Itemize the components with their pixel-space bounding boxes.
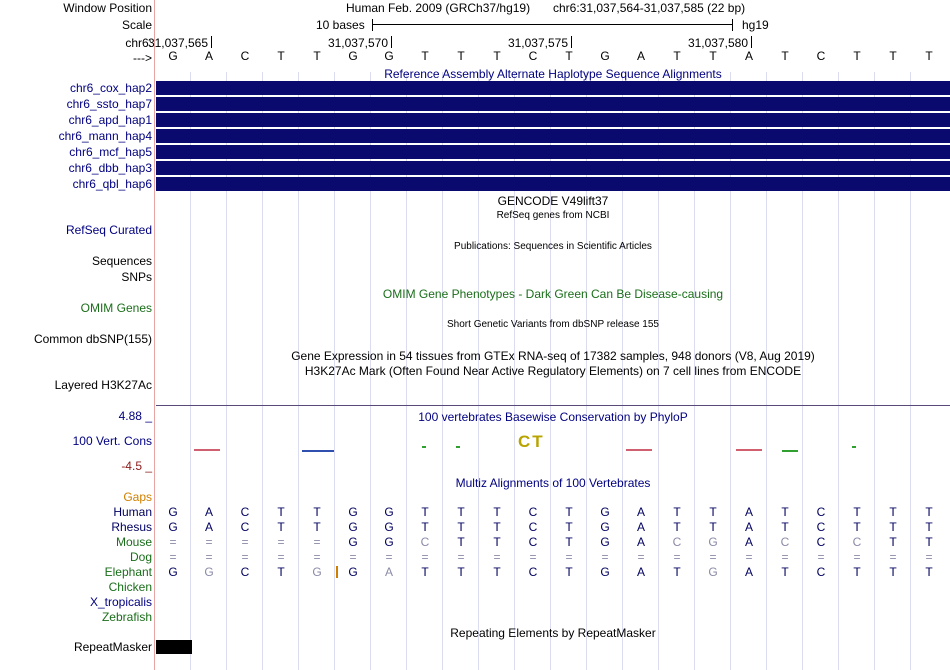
scale-bar-left: [372, 19, 373, 31]
alignment-base: C: [816, 505, 826, 519]
alignment-base: T: [781, 520, 789, 534]
alignment-base: =: [421, 550, 429, 564]
alignment-base: C: [240, 505, 250, 519]
dbsnp-track-title[interactable]: Short Genetic Variants from dbSNP release 155: [447, 319, 659, 330]
alignment-base: C: [528, 565, 538, 579]
alignment-base: T: [889, 520, 897, 534]
reference-base: G: [384, 49, 394, 63]
species-label[interactable]: Chicken: [108, 580, 152, 594]
window-position-label: Window Position: [63, 1, 152, 15]
alignment-base: =: [925, 550, 933, 564]
phylop-track-title[interactable]: 100 vertebrates Basewise Conservation by PhyloP: [418, 410, 688, 424]
phylop-max: 4.88 _: [118, 409, 152, 423]
alignment-base: A: [636, 505, 645, 519]
haplotype-alignment-bar[interactable]: [156, 97, 950, 111]
alignment-base: =: [493, 550, 501, 564]
alignment-base: T: [889, 565, 897, 579]
alignment-base: =: [349, 550, 357, 564]
reference-base: T: [673, 49, 681, 63]
alignment-base: =: [781, 550, 789, 564]
reference-base: T: [457, 49, 465, 63]
alignment-base: G: [168, 565, 178, 579]
alignment-base: T: [673, 520, 681, 534]
track-separator: [156, 405, 950, 406]
alignment-base: T: [277, 565, 285, 579]
reference-base: T: [277, 49, 285, 63]
alignment-base: T: [889, 535, 897, 549]
phylop-mark: [302, 450, 334, 452]
alignment-base: T: [925, 565, 933, 579]
gtex-track-title[interactable]: Gene Expression in 54 tissues from GTEx RNA-seq of 17382 samples, 948 donors (V8, Aug 2019): [291, 349, 815, 363]
h3k27ac-label[interactable]: Layered H3K27Ac: [54, 378, 152, 392]
alignment-base: =: [637, 550, 645, 564]
alignment-base: T: [457, 565, 465, 579]
reference-base: C: [528, 49, 538, 63]
reference-base: G: [348, 49, 358, 63]
alignment-base: G: [600, 520, 610, 534]
reference-base: T: [853, 49, 861, 63]
species-label[interactable]: Rhesus: [111, 520, 152, 534]
multiz-track-title[interactable]: Multiz Alignments of 100 Vertebrates: [455, 476, 651, 490]
alignment-base: =: [169, 550, 177, 564]
alignment-base: =: [241, 550, 249, 564]
dbsnp-label[interactable]: Common dbSNP(155): [33, 332, 152, 346]
ruler-tick-label: 31,037,575: [507, 36, 568, 50]
ruler-tick-label: 31,037,570: [327, 36, 388, 50]
alignment-base: T: [457, 505, 465, 519]
ruler-tick-label: 31,037,580: [687, 36, 748, 50]
alignment-base: G: [348, 565, 358, 579]
alignment-base: T: [853, 505, 861, 519]
alignment-base: C: [672, 535, 682, 549]
alignment-base: T: [457, 520, 465, 534]
ruler-tick: [211, 36, 212, 48]
alignment-base: A: [204, 505, 213, 519]
alignment-base: T: [493, 505, 501, 519]
snps-label[interactable]: SNPs: [121, 270, 152, 284]
alignment-base: G: [600, 535, 610, 549]
phylop-mark: [456, 446, 460, 448]
alignment-base: G: [600, 505, 610, 519]
phylop-mark: [782, 450, 798, 452]
phylop-mark: [422, 446, 426, 448]
haplotype-alignment-bar[interactable]: [156, 145, 950, 159]
alignment-base: C: [240, 565, 250, 579]
alignment-base: G: [168, 520, 178, 534]
alignment-base: T: [709, 520, 717, 534]
publications-title[interactable]: Publications: Sequences in Scientific Articles: [454, 241, 652, 252]
haplotype-alignment-bar[interactable]: [156, 177, 950, 191]
alignment-base: T: [277, 505, 285, 519]
alignment-base: T: [889, 505, 897, 519]
haplotype-label[interactable]: chr6_qbl_hap6: [72, 177, 152, 191]
reference-base: T: [421, 49, 429, 63]
alignment-base: C: [240, 520, 250, 534]
alignment-base: A: [384, 565, 393, 579]
alignment-base: =: [241, 535, 249, 549]
reference-base: C: [816, 49, 826, 63]
alignment-base: T: [709, 505, 717, 519]
reference-base: A: [204, 49, 213, 63]
alignment-base: =: [889, 550, 897, 564]
alignment-base: =: [745, 550, 753, 564]
reference-base: T: [565, 49, 573, 63]
alignment-base: C: [528, 535, 538, 549]
reference-base: G: [168, 49, 178, 63]
reference-base: T: [925, 49, 933, 63]
alignment-base: G: [708, 535, 718, 549]
alignment-base: C: [816, 535, 826, 549]
reference-base: T: [313, 49, 321, 63]
insertion-marker: [336, 566, 338, 578]
scale-bar-right: [732, 19, 733, 31]
haplotype-label[interactable]: chr6_dbb_hap3: [68, 161, 152, 175]
alignment-base: =: [853, 550, 861, 564]
alignment-base: T: [565, 535, 573, 549]
assembly-title[interactable]: Human Feb. 2009 (GRCh37/hg19): [346, 1, 531, 15]
reference-base: T: [781, 49, 789, 63]
label-divider: [154, 0, 155, 670]
alignment-base: T: [853, 520, 861, 534]
alignment-base: T: [925, 520, 933, 534]
alignment-base: G: [708, 565, 718, 579]
omim-label[interactable]: OMIM Genes: [80, 301, 152, 315]
alignment-base: =: [529, 550, 537, 564]
omim-track-title[interactable]: OMIM Gene Phenotypes - Dark Green Can Be Disease-causing: [382, 287, 724, 301]
species-label[interactable]: Dog: [129, 550, 152, 564]
alignment-base: T: [493, 535, 501, 549]
alignment-base: =: [205, 550, 213, 564]
haplotype-label[interactable]: chr6_cox_hap2: [69, 81, 152, 95]
ruler-tick: [571, 36, 572, 48]
haplotype-label[interactable]: chr6_apd_hap1: [68, 113, 152, 127]
ruler-tick: [751, 36, 752, 48]
haplotype-label[interactable]: chr6_mcf_hap5: [69, 145, 152, 159]
alignment-base: G: [384, 535, 394, 549]
species-label[interactable]: X_tropicalis: [89, 595, 152, 609]
alignment-base: =: [673, 550, 681, 564]
scale-label: Scale: [121, 18, 152, 32]
reference-base: T: [889, 49, 897, 63]
phylop-mark: [194, 449, 220, 451]
reference-base: A: [744, 49, 753, 63]
alignment-base: T: [673, 565, 681, 579]
alignment-base: C: [780, 535, 790, 549]
gencode-track-title[interactable]: GENCODE V49lift37: [497, 194, 609, 208]
alignment-base: A: [744, 520, 753, 534]
alignment-base: T: [277, 520, 285, 534]
reference-base: G: [600, 49, 610, 63]
alignment-base: T: [493, 520, 501, 534]
alignment-base: T: [421, 565, 429, 579]
alignment-base: A: [744, 565, 753, 579]
alignment-base: G: [600, 565, 610, 579]
alignment-base: G: [312, 565, 322, 579]
haplotype-track-title[interactable]: Reference Assembly Alternate Haplotype Sequence Alignments: [384, 67, 722, 81]
scale-text: 10 bases: [316, 18, 365, 32]
alignment-base: =: [169, 535, 177, 549]
alignment-base: C: [816, 565, 826, 579]
alignment-base: C: [528, 520, 538, 534]
alignment-base: G: [168, 505, 178, 519]
position-range[interactable]: chr6:31,037,564-31,037,585 (22 bp): [553, 1, 746, 15]
arrow-label: --->: [133, 51, 152, 65]
species-label[interactable]: Elephant: [104, 565, 152, 579]
species-label[interactable]: Zebrafish: [101, 610, 152, 624]
alignment-base: G: [204, 565, 214, 579]
alignment-base: T: [421, 505, 429, 519]
alignment-base: C: [420, 535, 430, 549]
haplotype-alignment-bar[interactable]: [156, 81, 950, 95]
alignment-base: T: [457, 535, 465, 549]
alignment-base: =: [277, 550, 285, 564]
alignment-base: =: [709, 550, 717, 564]
scale-db: hg19: [742, 18, 769, 32]
alignment-base: T: [313, 505, 321, 519]
phylop-mark: [626, 449, 652, 451]
species-label[interactable]: Mouse: [115, 535, 152, 549]
alignment-base: C: [816, 520, 826, 534]
refseq-subtitle[interactable]: RefSeq genes from NCBI: [496, 210, 610, 221]
alignment-base: =: [385, 550, 393, 564]
haplotype-alignment-bar[interactable]: [156, 129, 950, 143]
sequences-label[interactable]: Sequences: [91, 254, 152, 268]
h3k27ac-track-title[interactable]: H3K27Ac Mark (Often Found Near Active Regulatory Elements) on 7 cell lines from ENCODE: [304, 364, 802, 378]
reference-base: C: [240, 49, 250, 63]
phylop-min: -4.5 _: [121, 459, 152, 473]
gaps-label[interactable]: Gaps: [123, 490, 152, 504]
alignment-base: T: [781, 505, 789, 519]
alignment-base: G: [348, 520, 358, 534]
alignment-base: =: [817, 550, 825, 564]
alignment-base: C: [528, 505, 538, 519]
refseq-label[interactable]: RefSeq Curated: [65, 223, 152, 237]
alignment-base: T: [313, 520, 321, 534]
haplotype-alignment-bar[interactable]: [156, 161, 950, 175]
conserved-ct-logo: CT: [518, 432, 545, 451]
alignment-base: T: [565, 565, 573, 579]
alignment-base: =: [277, 535, 285, 549]
alignment-base: =: [205, 535, 213, 549]
alignment-base: =: [313, 535, 321, 549]
alignment-base: G: [348, 535, 358, 549]
alignment-base: A: [636, 535, 645, 549]
haplotype-label[interactable]: chr6_mann_hap4: [58, 129, 152, 143]
alignment-base: G: [384, 520, 394, 534]
alignment-base: G: [384, 505, 394, 519]
reference-base: A: [636, 49, 645, 63]
alignment-base: =: [313, 550, 321, 564]
phylop-mark: [736, 449, 762, 451]
ruler-tick: [391, 36, 392, 48]
reference-base: T: [493, 49, 501, 63]
repeat-label[interactable]: RepeatMasker: [73, 640, 152, 654]
ruler-tick-label: 31,037,565: [147, 36, 208, 50]
alignment-base: T: [493, 565, 501, 579]
alignment-base: T: [421, 520, 429, 534]
chrom-label: chr6:: [125, 36, 152, 50]
alignment-base: A: [636, 520, 645, 534]
alignment-base: =: [601, 550, 609, 564]
species-label[interactable]: Human: [113, 505, 152, 519]
reference-base: T: [709, 49, 717, 63]
alignment-base: G: [348, 505, 358, 519]
alignment-base: A: [636, 565, 645, 579]
alignment-base: T: [925, 505, 933, 519]
repeat-track-title[interactable]: Repeating Elements by RepeatMasker: [450, 626, 656, 640]
alignment-base: A: [744, 535, 753, 549]
phylop-mark: [852, 446, 856, 448]
alignment-base: T: [853, 565, 861, 579]
alignment-base: =: [565, 550, 573, 564]
alignment-base: T: [781, 565, 789, 579]
haplotype-alignment-bar[interactable]: [156, 113, 950, 127]
alignment-base: T: [565, 505, 573, 519]
repeat-element[interactable]: [156, 640, 192, 654]
alignment-base: =: [457, 550, 465, 564]
phylop-label[interactable]: 100 Vert. Cons: [72, 434, 152, 448]
alignment-base: C: [852, 535, 862, 549]
alignment-base: A: [744, 505, 753, 519]
alignment-base: A: [204, 520, 213, 534]
alignment-base: T: [925, 535, 933, 549]
scale-bar: [372, 24, 732, 25]
alignment-base: T: [565, 520, 573, 534]
haplotype-label[interactable]: chr6_ssto_hap7: [66, 97, 152, 111]
alignment-base: T: [673, 505, 681, 519]
